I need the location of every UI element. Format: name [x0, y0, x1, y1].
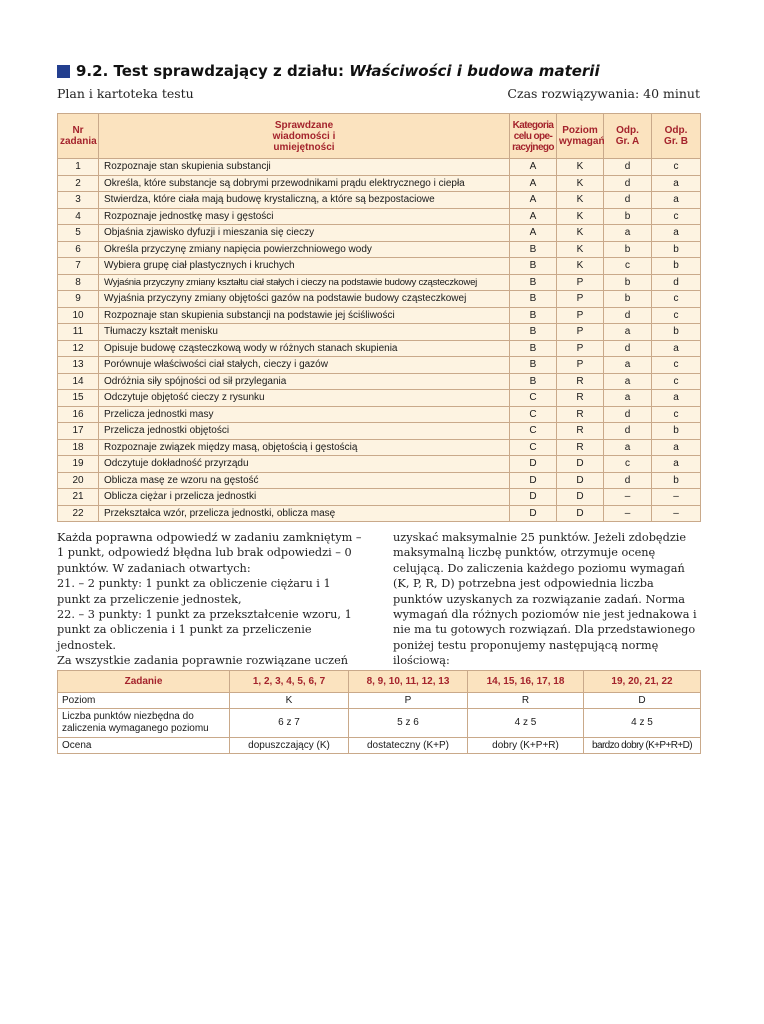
row-level: P: [557, 307, 604, 324]
row-answer-a: a: [604, 225, 652, 242]
scoring-paragraph: Każda poprawna odpowiedź w zadaniu zamkniętym – 1 punkt, odpowiedź błędna lub brak odpowiedzi – 0 punktów. W zadaniach otwartych:: [57, 531, 362, 575]
row-answer-a: d: [604, 175, 652, 192]
norm-header-group-d: 19, 20, 21, 22: [584, 671, 701, 693]
row-level: P: [557, 324, 604, 341]
norm-row-label: Ocena: [58, 738, 230, 754]
row-category: D: [510, 472, 557, 489]
row-answer-b: a: [652, 340, 701, 357]
row-description: Przelicza jednostki masy: [99, 406, 510, 423]
norm-header-group-k: 1, 2, 3, 4, 5, 6, 7: [230, 671, 349, 693]
table-row: [58, 340, 701, 357]
norm-cell: bardzo dobry (K+P+R+D): [584, 738, 701, 754]
table-row: [58, 291, 701, 308]
row-number: 1: [58, 159, 99, 176]
row-description: Wyjaśnia przyczyny zmiany kształtu ciał stałych i cieczy na podstawie budowy cząsteczkowej: [99, 274, 510, 291]
row-answer-a: b: [604, 291, 652, 308]
scoring-text: [57, 530, 700, 684]
row-category: A: [510, 225, 557, 242]
row-level: D: [557, 489, 604, 506]
table-row: [58, 505, 701, 522]
row-answer-a: a: [604, 390, 652, 407]
norm-cell: R: [468, 693, 584, 709]
row-answer-a: d: [604, 192, 652, 209]
table-row: [58, 175, 701, 192]
norm-header-group-p: 8, 9, 10, 11, 12, 13: [349, 671, 468, 693]
row-description: Określa, które substancje są dobrymi przewodnikami prądu elektrycznego i ciepła: [99, 175, 510, 192]
row-answer-a: a: [604, 324, 652, 341]
row-description: Odczytuje objętość cieczy z rysunku: [99, 390, 510, 407]
header-answer-b: Odp. Gr. B: [652, 114, 701, 159]
norm-row-level: [58, 693, 701, 709]
row-description: Wybiera grupę ciał plastycznych i kruchych: [99, 258, 510, 275]
row-answer-b: b: [652, 241, 701, 258]
row-level: P: [557, 274, 604, 291]
row-description: Odczytuje dokładność przyrządu: [99, 456, 510, 473]
row-answer-a: d: [604, 307, 652, 324]
row-number: 22: [58, 505, 99, 522]
norm-cell: K: [230, 693, 349, 709]
row-description: Rozpoznaje związek między masą, objętością i gęstością: [99, 439, 510, 456]
row-number: 3: [58, 192, 99, 209]
table-row: [58, 208, 701, 225]
row-level: D: [557, 505, 604, 522]
row-category: D: [510, 489, 557, 506]
scoring-paragraph: 21. – 2 punkty: 1 punkt za obliczenie ciężaru i 1 punkt za przeliczenie jednostek,: [57, 577, 331, 606]
row-description: Rozpoznaje stan skupienia substancji: [99, 159, 510, 176]
header-nr: Nr zadania: [58, 114, 99, 159]
norm-cell: 4 z 5: [468, 709, 584, 738]
heading-number-title: 9.2. Test sprawdzający z działu:: [76, 62, 344, 80]
row-answer-b: a: [652, 390, 701, 407]
row-level: K: [557, 241, 604, 258]
norm-header-row: [58, 671, 701, 693]
row-answer-a: a: [604, 373, 652, 390]
table-row: [58, 423, 701, 440]
row-number: 5: [58, 225, 99, 242]
row-answer-b: b: [652, 423, 701, 440]
row-answer-b: b: [652, 472, 701, 489]
row-answer-b: a: [652, 225, 701, 242]
row-level: R: [557, 423, 604, 440]
row-answer-b: –: [652, 489, 701, 506]
norm-row-label: Poziom: [58, 693, 230, 709]
row-number: 6: [58, 241, 99, 258]
row-description: Objaśnia zjawisko dyfuzji i mieszania się cieczy: [99, 225, 510, 242]
row-description: Przelicza jednostki objętości: [99, 423, 510, 440]
row-level: K: [557, 258, 604, 275]
page-heading: [57, 62, 600, 80]
row-answer-b: a: [652, 439, 701, 456]
row-answer-b: c: [652, 357, 701, 374]
row-answer-b: c: [652, 208, 701, 225]
row-answer-a: –: [604, 505, 652, 522]
row-level: P: [557, 340, 604, 357]
row-category: B: [510, 340, 557, 357]
row-level: K: [557, 192, 604, 209]
norm-cell: dobry (K+P+R): [468, 738, 584, 754]
norm-header-group-r: 14, 15, 16, 17, 18: [468, 671, 584, 693]
time-label: Czas rozwiązywania: 40 minut: [507, 86, 700, 101]
test-plan-table: [57, 113, 701, 522]
row-category: C: [510, 406, 557, 423]
row-category: D: [510, 456, 557, 473]
row-category: B: [510, 258, 557, 275]
header-answer-a: Odp. Gr. A: [604, 114, 652, 159]
test-plan-body: [58, 159, 701, 522]
table-row: [58, 241, 701, 258]
row-category: C: [510, 423, 557, 440]
row-answer-b: a: [652, 175, 701, 192]
row-answer-a: –: [604, 489, 652, 506]
row-level: K: [557, 225, 604, 242]
plan-label: Plan i kartoteka testu: [57, 86, 194, 101]
row-answer-a: d: [604, 159, 652, 176]
norm-table: [57, 670, 701, 754]
plan-row: [57, 86, 700, 101]
row-number: 15: [58, 390, 99, 407]
row-category: D: [510, 505, 557, 522]
row-number: 2: [58, 175, 99, 192]
row-answer-a: d: [604, 472, 652, 489]
row-answer-a: d: [604, 340, 652, 357]
row-answer-b: c: [652, 291, 701, 308]
norm-cell: 6 z 7: [230, 709, 349, 738]
row-answer-b: d: [652, 274, 701, 291]
row-category: B: [510, 357, 557, 374]
row-number: 21: [58, 489, 99, 506]
row-category: A: [510, 192, 557, 209]
table-row: [58, 324, 701, 341]
row-description: Porównuje właściwości ciał stałych, cieczy i gazów: [99, 357, 510, 374]
row-answer-a: d: [604, 406, 652, 423]
row-category: B: [510, 241, 557, 258]
row-answer-b: c: [652, 373, 701, 390]
row-number: 8: [58, 274, 99, 291]
row-description: Przekształca wzór, przelicza jednostki, oblicza masę: [99, 505, 510, 522]
table-row: [58, 258, 701, 275]
row-answer-b: c: [652, 406, 701, 423]
row-answer-a: c: [604, 258, 652, 275]
table-row: [58, 456, 701, 473]
row-number: 4: [58, 208, 99, 225]
norm-cell: P: [349, 693, 468, 709]
row-description: Tłumaczy kształt menisku: [99, 324, 510, 341]
row-answer-b: b: [652, 324, 701, 341]
row-description: Opisuje budowę cząsteczkową wody w różnych stanach skupienia: [99, 340, 510, 357]
row-level: P: [557, 291, 604, 308]
norm-cell: 5 z 6: [349, 709, 468, 738]
row-answer-b: a: [652, 456, 701, 473]
norm-cell: dopuszczający (K): [230, 738, 349, 754]
row-category: B: [510, 307, 557, 324]
row-answer-a: b: [604, 241, 652, 258]
row-description: Oblicza masę ze wzoru na gęstość: [99, 472, 510, 489]
row-answer-b: c: [652, 159, 701, 176]
table-row: [58, 225, 701, 242]
row-level: P: [557, 357, 604, 374]
scoring-paragraph: uzyskać maksymalnie 25 punktów. Jeżeli zdobędzie maksymalną liczbę punktów, otrzymuje ocenę celującą. Do zaliczenia każdego poziomu wymagań (K, P, R, D) potrzebna jest odpowiednia liczba punktów uzyskanych za rozwiązanie zadań. Norma wymagań dla różnych poziomów nie jest jednakowa i nie ma tu gotowych rozwiązań. Dla przedstawionego poniżej testu proponujemy następującą normę ilościową:: [393, 531, 697, 668]
row-number: 13: [58, 357, 99, 374]
row-answer-a: d: [604, 423, 652, 440]
row-description: Rozpoznaje jednostkę masy i gęstości: [99, 208, 510, 225]
header-category: Kategoria celu ope-racyjnego: [510, 114, 557, 159]
table-row: [58, 406, 701, 423]
row-category: B: [510, 274, 557, 291]
row-description: Oblicza ciężar i przelicza jednostki: [99, 489, 510, 506]
heading-title: [76, 62, 600, 80]
table-header-row: [58, 114, 701, 159]
scoring-left-column: [57, 530, 364, 684]
norm-row-label: Liczba punktów niezbędna do zaliczenia wymaganego poziomu: [58, 709, 230, 738]
norm-row-grade: [58, 738, 701, 754]
row-category: B: [510, 324, 557, 341]
row-category: A: [510, 208, 557, 225]
table-row: [58, 159, 701, 176]
row-level: R: [557, 390, 604, 407]
row-answer-b: b: [652, 258, 701, 275]
row-level: D: [557, 472, 604, 489]
norm-row-points: [58, 709, 701, 738]
row-number: 19: [58, 456, 99, 473]
row-number: 10: [58, 307, 99, 324]
table-row: [58, 274, 701, 291]
table-row: [58, 439, 701, 456]
row-answer-a: c: [604, 456, 652, 473]
row-number: 14: [58, 373, 99, 390]
row-number: 12: [58, 340, 99, 357]
row-answer-a: a: [604, 439, 652, 456]
row-number: 20: [58, 472, 99, 489]
row-number: 7: [58, 258, 99, 275]
norm-cell: 4 z 5: [584, 709, 701, 738]
row-answer-a: a: [604, 357, 652, 374]
row-answer-b: c: [652, 307, 701, 324]
row-level: R: [557, 439, 604, 456]
row-category: A: [510, 175, 557, 192]
header-skills: Sprawdzane wiadomości i umiejętności: [99, 114, 510, 159]
table-row: [58, 357, 701, 374]
row-level: K: [557, 208, 604, 225]
row-level: R: [557, 406, 604, 423]
heading-subject: Właściwości i budowa materii: [349, 62, 600, 80]
row-answer-b: –: [652, 505, 701, 522]
row-number: 17: [58, 423, 99, 440]
norm-cell: D: [584, 693, 701, 709]
scoring-paragraph: 22. – 3 punkty: 1 punkt za przekształcenie wzoru, 1 punkt za obliczenia i 1 punkt za przeliczenie jednostek.: [57, 608, 352, 652]
row-category: C: [510, 390, 557, 407]
row-answer-a: b: [604, 274, 652, 291]
table-row: [58, 307, 701, 324]
row-number: 16: [58, 406, 99, 423]
row-level: K: [557, 175, 604, 192]
table-row: [58, 472, 701, 489]
row-number: 18: [58, 439, 99, 456]
table-row: [58, 192, 701, 209]
row-description: Odróżnia siły spójności od sił przylegania: [99, 373, 510, 390]
row-category: B: [510, 291, 557, 308]
row-description: Rozpoznaje stan skupienia substancji na podstawie jej ściśliwości: [99, 307, 510, 324]
table-row: [58, 390, 701, 407]
row-number: 11: [58, 324, 99, 341]
table-row: [58, 373, 701, 390]
row-answer-a: b: [604, 208, 652, 225]
row-level: D: [557, 456, 604, 473]
row-category: B: [510, 373, 557, 390]
row-level: K: [557, 159, 604, 176]
row-description: Określa przyczynę zmiany napięcia powierzchniowego wody: [99, 241, 510, 258]
row-category: A: [510, 159, 557, 176]
row-category: C: [510, 439, 557, 456]
heading-marker-icon: [57, 65, 70, 78]
row-description: Wyjaśnia przyczyny zmiany objętości gazów na podstawie budowy cząsteczkowej: [99, 291, 510, 308]
row-description: Stwierdza, które ciała mają budowę krystaliczną, a które są bezpostaciowe: [99, 192, 510, 209]
row-number: 9: [58, 291, 99, 308]
table-row: [58, 489, 701, 506]
row-answer-b: a: [652, 192, 701, 209]
header-level: Poziom wymagań: [557, 114, 604, 159]
norm-cell: dostateczny (K+P): [349, 738, 468, 754]
scoring-paragraph: Za wszystkie zadania poprawnie rozwiązane uczeń: [57, 654, 349, 668]
scoring-right-column: [393, 530, 700, 684]
row-level: R: [557, 373, 604, 390]
norm-header-task: Zadanie: [58, 671, 230, 693]
